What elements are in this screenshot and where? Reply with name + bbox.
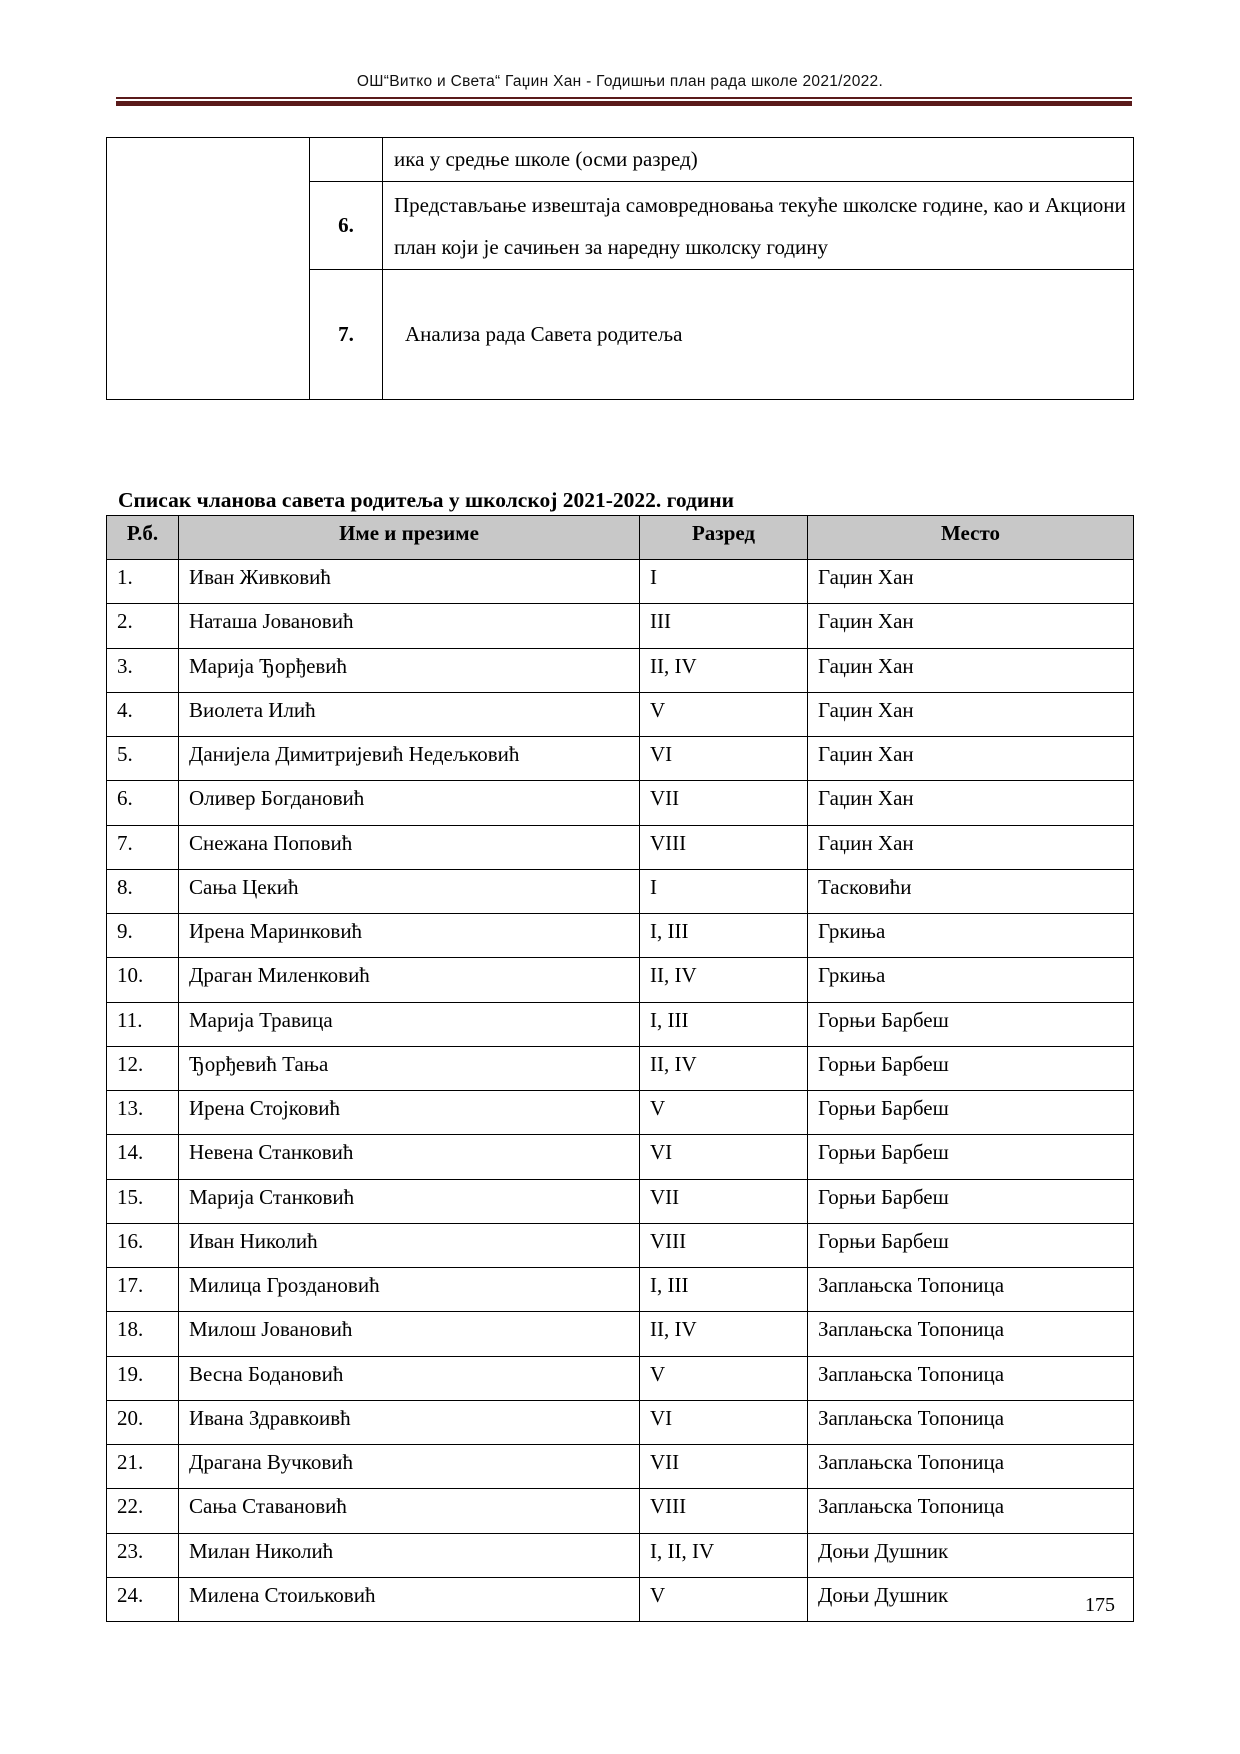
grade-cell: I, II, IV <box>640 1533 808 1577</box>
place-cell: Горњи Барбеш <box>808 1002 1134 1046</box>
row-number-cell: 2. <box>107 604 179 648</box>
place-cell: Гаџин Хан <box>808 737 1134 781</box>
table-row <box>107 1489 1134 1533</box>
agenda-item-number: 7. <box>310 270 383 400</box>
table-row <box>107 648 1134 692</box>
member-name-cell: Наташа Јовановић <box>179 604 640 648</box>
grade-cell: V <box>640 1091 808 1135</box>
table-row <box>107 737 1134 781</box>
row-number-cell: 12. <box>107 1046 179 1090</box>
table-row <box>107 958 1134 1002</box>
agenda-item-number <box>310 138 383 182</box>
table-row <box>107 692 1134 736</box>
table-row <box>107 869 1134 913</box>
member-name-cell: Ирена Стојковић <box>179 1091 640 1135</box>
place-cell: Гаџин Хан <box>808 825 1134 869</box>
row-number-cell: 5. <box>107 737 179 781</box>
row-number-cell: 24. <box>107 1577 179 1621</box>
table-row <box>107 1577 1134 1621</box>
grade-cell: V <box>640 1577 808 1621</box>
member-name-cell: Ирена Маринковић <box>179 914 640 958</box>
column-header-name: Име и презиме <box>179 516 640 560</box>
document-header: ОШ“Витко и Света“ Гаџин Хан - Годишњи план рада школе 2021/2022. <box>356 73 884 90</box>
place-cell: Заплањска Топоница <box>808 1312 1134 1356</box>
row-number-cell: 13. <box>107 1091 179 1135</box>
table-row <box>107 1223 1134 1267</box>
grade-cell: VII <box>640 1179 808 1223</box>
grade-cell: VIII <box>640 1223 808 1267</box>
agenda-period-cell <box>107 138 310 400</box>
grade-cell: V <box>640 1356 808 1400</box>
row-number-cell: 8. <box>107 869 179 913</box>
grade-cell: VIII <box>640 825 808 869</box>
grade-cell: II, IV <box>640 1312 808 1356</box>
page-number: 175 <box>1085 1594 1115 1616</box>
column-header-place: Место <box>808 516 1134 560</box>
member-name-cell: Марија Травица <box>179 1002 640 1046</box>
place-cell: Заплањска Топоница <box>808 1356 1134 1400</box>
place-cell: Гркиња <box>808 914 1134 958</box>
grade-cell: VII <box>640 1445 808 1489</box>
member-name-cell: Милица Гроздановић <box>179 1268 640 1312</box>
row-number-cell: 21. <box>107 1445 179 1489</box>
table-row <box>107 825 1134 869</box>
agenda-item-number: 6. <box>310 182 383 270</box>
place-cell: Горњи Барбеш <box>808 1135 1134 1179</box>
header-rule-thin <box>116 97 1132 99</box>
row-number-cell: 7. <box>107 825 179 869</box>
grade-cell: I, III <box>640 1002 808 1046</box>
member-name-cell: Ђорђевић Тања <box>179 1046 640 1090</box>
column-header-grade: Разред <box>640 516 808 560</box>
members-list-title: Списак чланова савета родитеља у школској 2021-2022. години <box>118 488 735 512</box>
row-number-cell: 18. <box>107 1312 179 1356</box>
member-name-cell: Виолета Илић <box>179 692 640 736</box>
place-cell: Доњи Душник <box>808 1577 1134 1621</box>
member-name-cell: Милан Николић <box>179 1533 640 1577</box>
column-header-rb: Р.б. <box>107 516 179 560</box>
table-row <box>107 560 1134 604</box>
member-name-cell: Милена Стоиљковић <box>179 1577 640 1621</box>
grade-cell: VI <box>640 1135 808 1179</box>
member-name-cell: Марија Ђорђевић <box>179 648 640 692</box>
grade-cell: VII <box>640 781 808 825</box>
row-number-cell: 20. <box>107 1400 179 1444</box>
grade-cell: VIII <box>640 1489 808 1533</box>
agenda-item-text: Анализа рада Савета родитеља <box>383 270 1134 400</box>
place-cell: Гаџин Хан <box>808 648 1134 692</box>
place-cell: Тасковићи <box>808 869 1134 913</box>
place-cell: Горњи Барбеш <box>808 1046 1134 1090</box>
table-row <box>107 1445 1134 1489</box>
row-number-cell: 19. <box>107 1356 179 1400</box>
member-name-cell: Драгана Вучковић <box>179 1445 640 1489</box>
table-row <box>107 1312 1134 1356</box>
grade-cell: II, IV <box>640 1046 808 1090</box>
place-cell: Гаџин Хан <box>808 560 1134 604</box>
member-name-cell: Иван Живковић <box>179 560 640 604</box>
table-row <box>107 1400 1134 1444</box>
table-header-row <box>107 516 1134 560</box>
grade-cell: I <box>640 869 808 913</box>
row-number-cell: 14. <box>107 1135 179 1179</box>
member-name-cell: Милош Јовановић <box>179 1312 640 1356</box>
table-row <box>107 1533 1134 1577</box>
row-number-cell: 17. <box>107 1268 179 1312</box>
table-row <box>107 1091 1134 1135</box>
row-number-cell: 4. <box>107 692 179 736</box>
row-number-cell: 9. <box>107 914 179 958</box>
row-number-cell: 15. <box>107 1179 179 1223</box>
member-name-cell: Марија Станковић <box>179 1179 640 1223</box>
member-name-cell: Оливер Богдановић <box>179 781 640 825</box>
member-name-cell: Снежана Поповић <box>179 825 640 869</box>
member-name-cell: Сања Ставановић <box>179 1489 640 1533</box>
place-cell: Горњи Барбеш <box>808 1223 1134 1267</box>
row-number-cell: 3. <box>107 648 179 692</box>
row-number-cell: 16. <box>107 1223 179 1267</box>
place-cell: Горњи Барбеш <box>808 1091 1134 1135</box>
row-number-cell: 23. <box>107 1533 179 1577</box>
row-number-cell: 10. <box>107 958 179 1002</box>
place-cell: Доњи Душник <box>808 1533 1134 1577</box>
place-cell: Заплањска Топоница <box>808 1489 1134 1533</box>
grade-cell: II, IV <box>640 648 808 692</box>
place-cell: Заплањска Топоница <box>808 1268 1134 1312</box>
grade-cell: V <box>640 692 808 736</box>
place-cell: Гаџин Хан <box>808 692 1134 736</box>
table-row <box>107 604 1134 648</box>
place-cell: Гркиња <box>808 958 1134 1002</box>
agenda-item-text: ика у средње школе (осми разред) <box>383 138 1134 182</box>
member-name-cell: Данијела Димитријевић Недељковић <box>179 737 640 781</box>
place-cell: Горњи Барбеш <box>808 1179 1134 1223</box>
grade-cell: III <box>640 604 808 648</box>
member-name-cell: Невена Станковић <box>179 1135 640 1179</box>
table-row <box>107 1002 1134 1046</box>
member-name-cell: Весна Бодановић <box>179 1356 640 1400</box>
member-name-cell: Иван Николић <box>179 1223 640 1267</box>
agenda-table-continuation <box>106 137 1134 400</box>
grade-cell: VI <box>640 1400 808 1444</box>
table-row <box>107 1179 1134 1223</box>
row-number-cell: 1. <box>107 560 179 604</box>
grade-cell: I, III <box>640 1268 808 1312</box>
grade-cell: II, IV <box>640 958 808 1002</box>
table-row <box>107 1356 1134 1400</box>
member-name-cell: Сања Цекић <box>179 869 640 913</box>
member-name-cell: Ивана Здравкоивћ <box>179 1400 640 1444</box>
table-row <box>107 914 1134 958</box>
agenda-item-text: Представљање извештаја самовредновања текуће школске године, као и Акциони план који је сачињен за наредну школску годину <box>383 182 1134 270</box>
place-cell: Заплањска Топоница <box>808 1445 1134 1489</box>
header-rule-thick <box>116 101 1132 106</box>
place-cell: Гаџин Хан <box>808 781 1134 825</box>
grade-cell: VI <box>640 737 808 781</box>
members-table <box>106 515 1134 1622</box>
grade-cell: I, III <box>640 914 808 958</box>
table-row <box>107 1046 1134 1090</box>
grade-cell: I <box>640 560 808 604</box>
row-number-cell: 11. <box>107 1002 179 1046</box>
row-number-cell: 22. <box>107 1489 179 1533</box>
row-number-cell: 6. <box>107 781 179 825</box>
place-cell: Гаџин Хан <box>808 604 1134 648</box>
place-cell: Заплањска Топоница <box>808 1400 1134 1444</box>
member-name-cell: Драган Миленковић <box>179 958 640 1002</box>
table-row <box>107 1268 1134 1312</box>
table-row <box>107 781 1134 825</box>
table-row <box>107 1135 1134 1179</box>
